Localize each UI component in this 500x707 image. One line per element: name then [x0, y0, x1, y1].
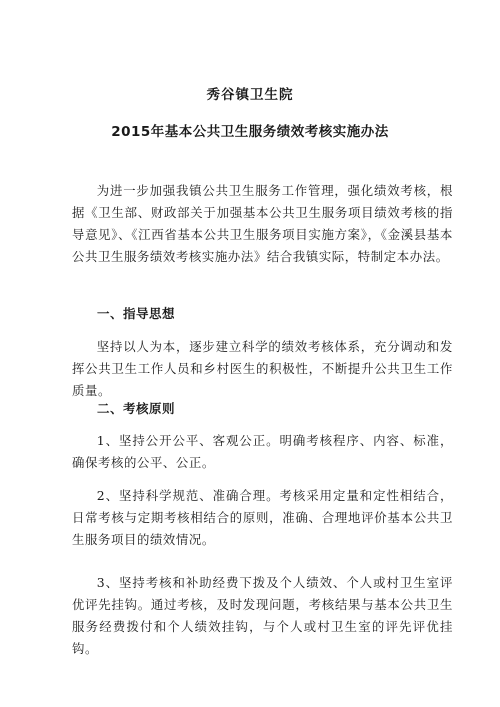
document-title: 2015年基本公共卫生服务绩效考核实施办法 [111, 124, 389, 140]
organization-title: 秀谷镇卫生院 [206, 87, 294, 103]
section-paragraph: 3、坚持考核和补助经费下拨及个人绩效、个人或村卫生室评优评先挂钩。通过考核，及时发现问题，考核结果与基本公共卫生服务经费拨付和个人绩效挂钩，与个人或村卫生室的评先评优挂钩。 [72, 575, 453, 656]
section-paragraph: 2、坚持科学规范、准确合理。考核采用定量和定性相结合，日常考核与定期考核相结合的原则，准确、合理地评价基本公共卫生服务项目的绩效情况。 [72, 488, 453, 547]
section-paragraph: 坚持以人为本，逐步建立科学的绩效考核体系，充分调动和发挥公共卫生工作人员和乡村医生的积极性，不断提升公共卫生工作质量。 [72, 339, 453, 398]
intro-paragraph: 为进一步加强我镇公共卫生服务工作管理，强化绩效考核，根据《卫生部、财政部关于加强基本公共卫生服务项目绩效考核的指导意见》、《江西省基本公共卫生服务项目实施方案》，《金溪县基本公共卫生服务绩效考核实施办法》结合我镇实际，特制定本办法。 [72, 183, 453, 264]
section-heading-guiding-ideology: 一、指导思想 [97, 306, 176, 321]
section-heading-assessment-principles: 二、考核原则 [97, 401, 176, 416]
section-paragraph: 1、坚持公开公平、客观公正。明确考核程序、内容、标准，确保考核的公平、公正。 [72, 433, 453, 470]
